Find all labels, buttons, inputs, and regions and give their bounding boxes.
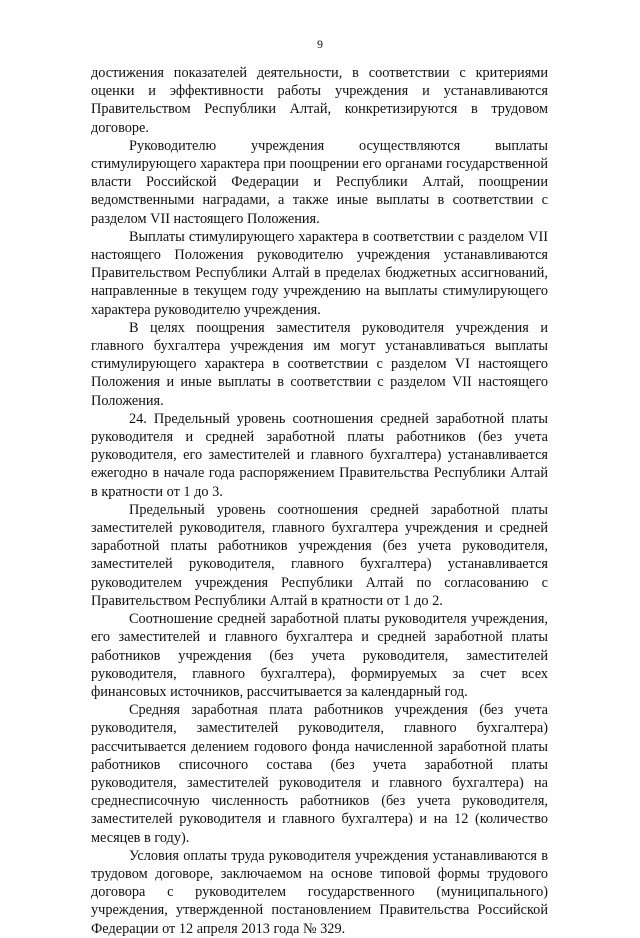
- paragraph-labor-contract: Условия оплаты труда руководителя учреждения устанавливаются в трудовом договоре, заключаемом на основе типовой формы трудового договора с руководителем государственного (муниципального) учреждения, утвержденной постановлением Правительства Российской Федерации от 12 апреля 2013 года № 329.: [91, 847, 548, 937]
- paragraph-item-24: 24. Предельный уровень соотношения средней заработной платы руководителя и средней заработной платы работников (без учета руководителя, его заместителей и главного бухгалтера) устанавливается ежегодно в начале года распоряжением Правительства Республики Алтай в кратности от 1 до 3.: [91, 410, 548, 500]
- paragraph-director-payments: Руководителю учреждения осуществляются выплаты стимулирующего характера при поощрении его органами государственной власти Российской Федерации и Республики Алтай, поощрении ведомственными наградами, а также иные выплаты в соответствии с разделом VII настоящего Положения.: [91, 137, 548, 227]
- page-number: 9: [317, 37, 323, 51]
- paragraph-continuation: достижения показателей деятельности, в соответствии с критериями оценки и эффективности работы учреждения и устанавливаются Правительством Республики Алтай, конкретизируются в трудовом договоре.: [91, 65, 548, 136]
- document-body: [91, 64, 548, 938]
- paragraph-deputy-incentives: В целях поощрения заместителя руководителя учреждения и главного бухгалтера учреждения им могут устанавливаться выплаты стимулирующего характера в соответствии с разделом VI настоящего Положения и иные выплаты в соответствии с разделом VII настоящего Положения.: [91, 319, 548, 409]
- paragraph-average-salary: Средняя заработная плата работников учреждения (без учета руководителя, заместителей руководителя, главного бухгалтера) рассчитывается делением годового фонда начисленной заработной платы работников списочного состава (без учета заработной платы руководителя, заместителей руководителя и главного бухгалтера) на среднесписочную численность работников (без учета руководителя, заместителей руководителя и главного бухгалтера) и на 12 (количество месяцев в году).: [91, 702, 548, 846]
- paragraph-incentive-payments: Выплаты стимулирующего характера в соответствии с разделом VII настоящего Положения руководителю учреждения устанавливаются Правительством Республики Алтай в пределах бюджетных ассигнований, направленные в текущем году учреждению на выплаты стимулирующего характера руководителю учреждения.: [91, 228, 548, 318]
- paragraph-ratio-calculation: Соотношение средней заработной платы руководителя учреждения, его заместителей и главного бухгалтера и средней заработной платы работников учреждения (без учета руководителя, заместителей руководителя, главного бухгалтера), формируемых за счет всех финансовых источников, рассчитывается за календарный год.: [91, 611, 548, 700]
- paragraph-deputy-ratio: Предельный уровень соотношения средней заработной платы заместителей руководителя, главного бухгалтера учреждения и средней заработной платы работников учреждения (без учета руководителя, заместителей руководителя, главного бухгалтера) устанавливается руководителем учреждения Республики Алтай по согласованию с Правительством Республики Алтай в кратности от 1 до 2.: [91, 501, 548, 609]
